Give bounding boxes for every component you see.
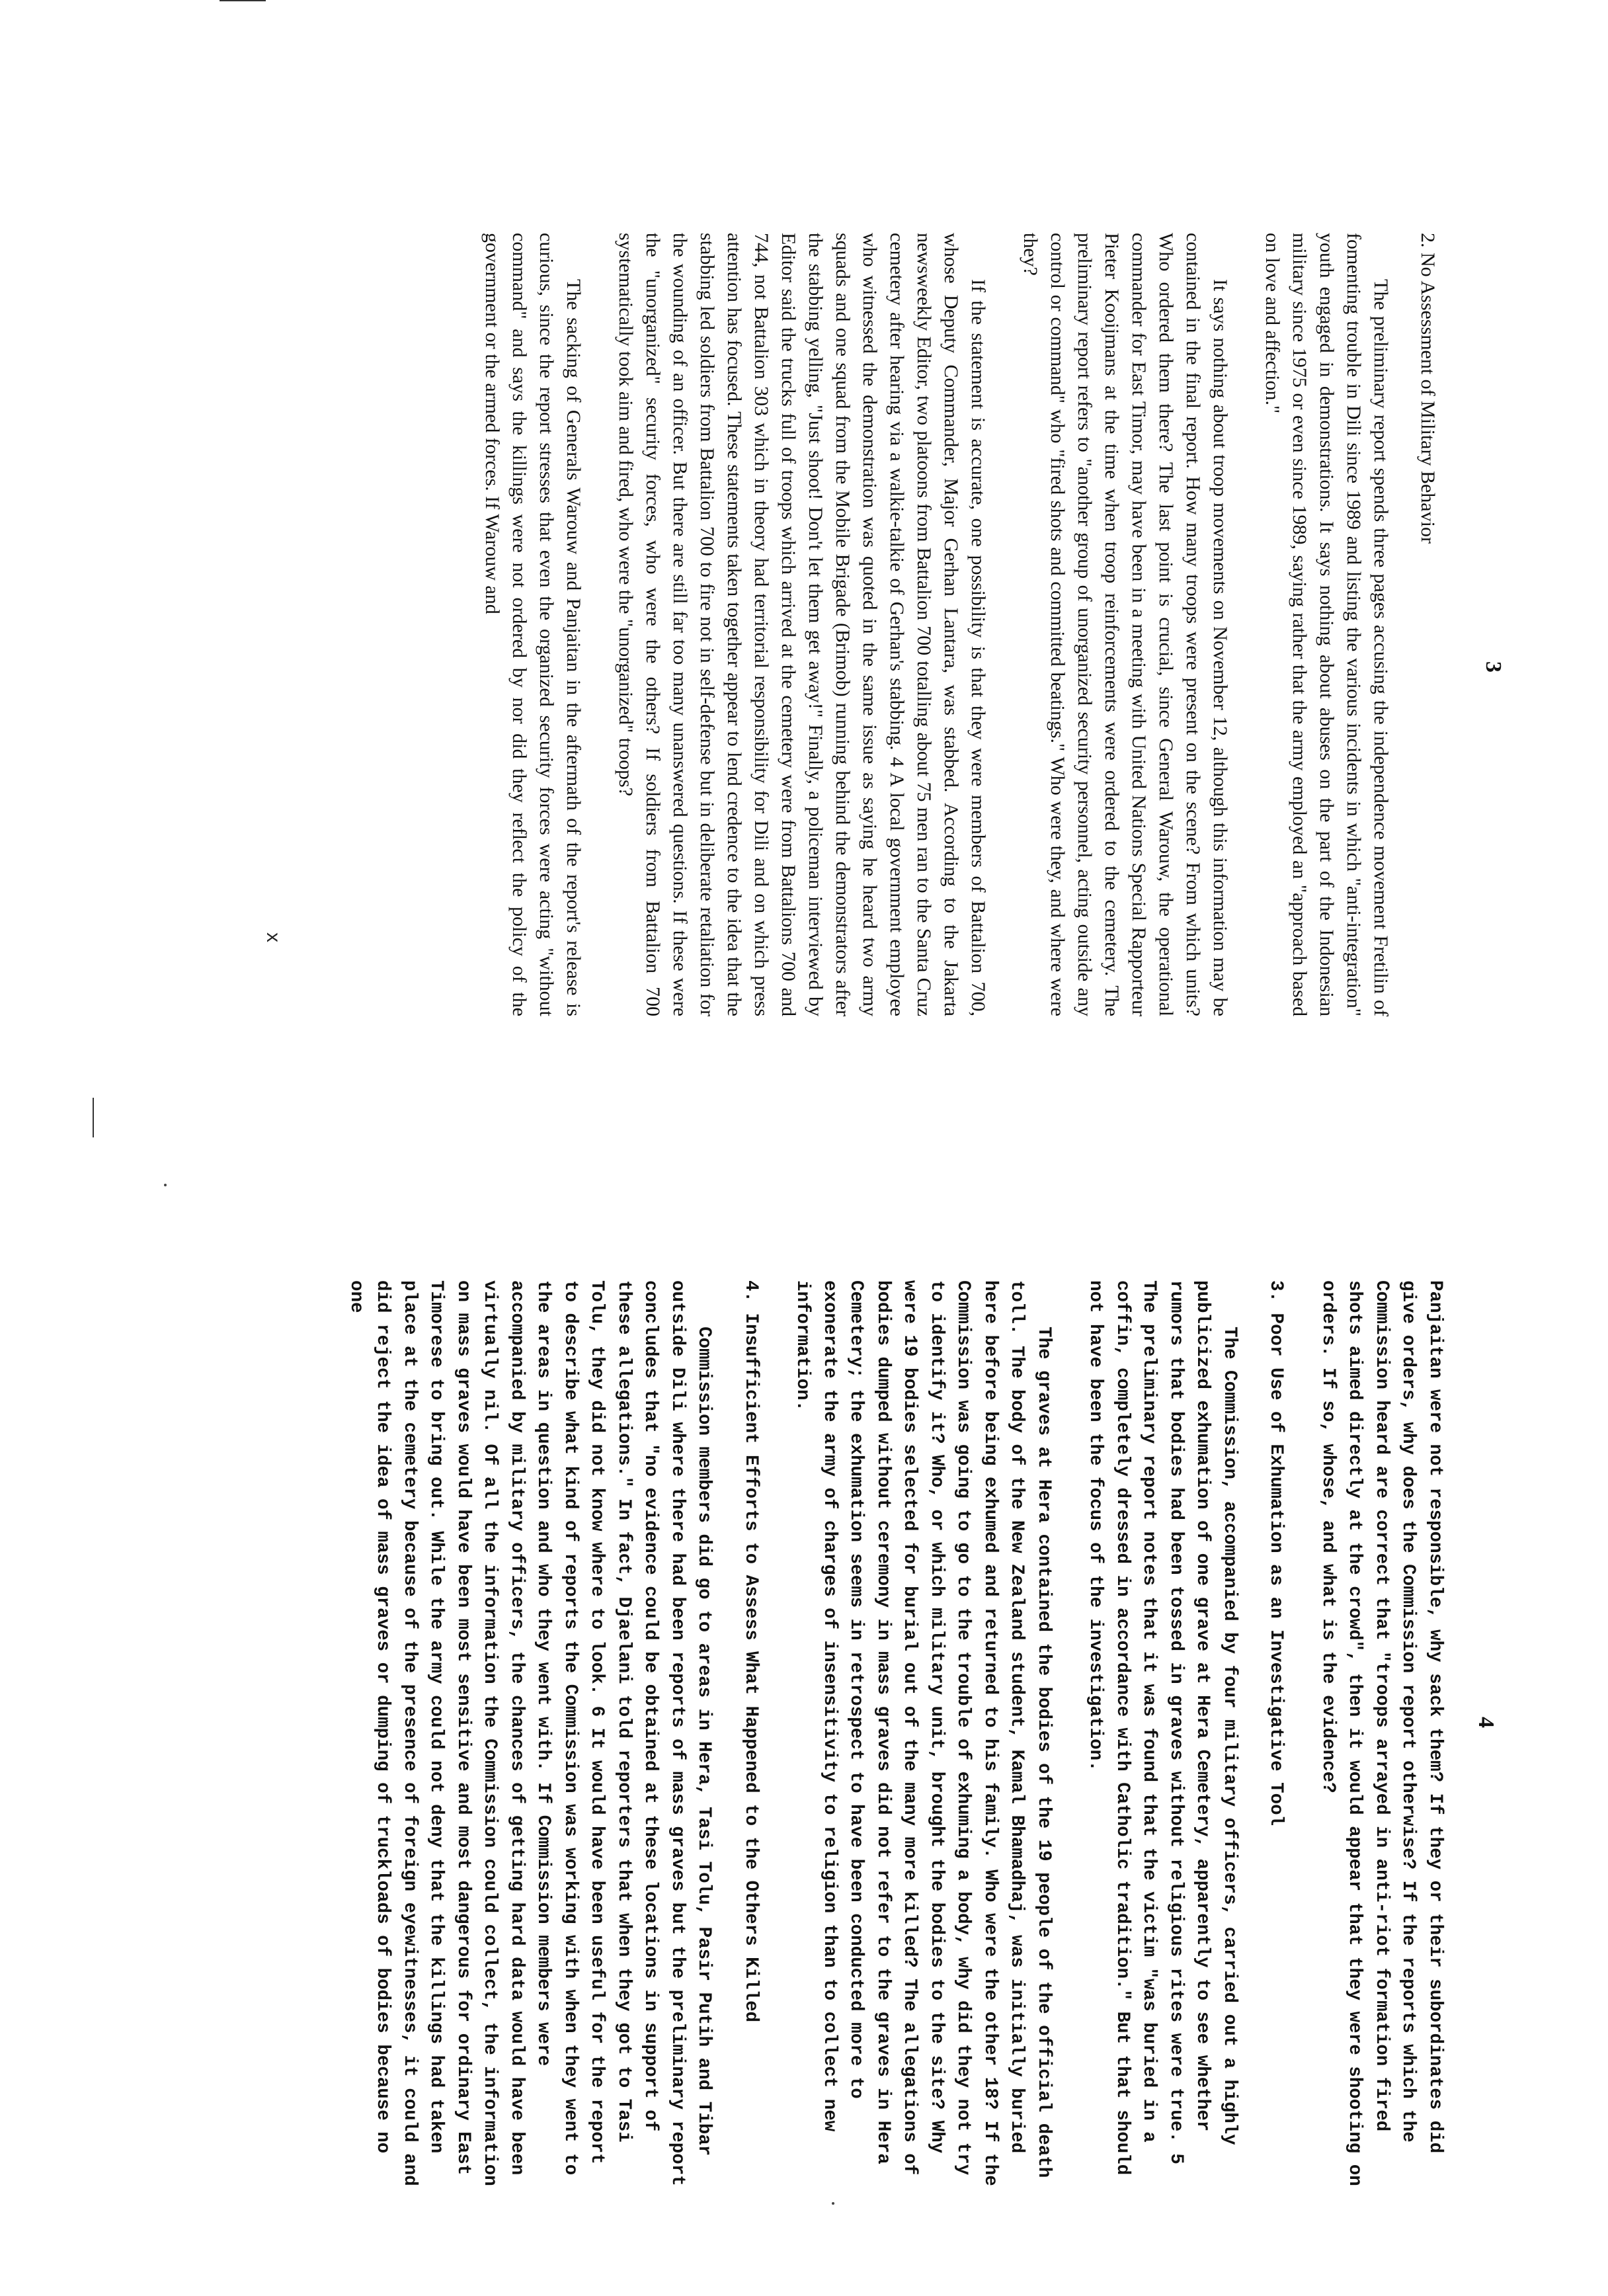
page-4-body bbox=[317, 1280, 1449, 2193]
page-number: 4 bbox=[1474, 1717, 1498, 1728]
paragraph: The Commission, accompanied by four military officers, carried out a highly publicized exhumation of one grave at Hera Cemetery, apparently to see whether rumors that bodies had been tossed in graves without religious rites were true. 5 The preliminary report notes that it was found that the victim "was buried in a coffin, completely dressed in accordance with Catholic tradition." But that should not have been the focus of the investigation. bbox=[1085, 1280, 1240, 2176]
paragraph: It says nothing about troop movements on November 12, although this information may be contained in the final report. How many troops were present on the scene? From which units? Who ordered them there? The last point is crucial, since General Warouw, the operational commander for East Timor, may have been in a meeting with United Nations Special Rapporteur Pieter Kooijmans at the time when troop reinforcements were ordered to the cemetery. The preliminary report refers to "another group of unorganized security personnel, acting outside any control or command" who "fired shots and committed beatings." Who were they, and where were they? bbox=[1020, 233, 1231, 1016]
section-heading: 4. Insufficient Efforts to Assess What Happened to the Others Killed bbox=[741, 1280, 761, 2023]
paragraph: The sacking of Generals Warouw and Panjaitan in the aftermath of the report's release is curious, since the report stresses that even the organized security forces were acting "without command" and says the killings were not ordered by nor did they reflect the policy of the government or the armed forces. If Warouw and bbox=[481, 233, 584, 1016]
page-4 bbox=[0, 1148, 1608, 2296]
paragraph: The graves at Hera contained the bodies of the 19 people of the official death toll. The body of the New Zealand student, Kamal Bhamadhaj, was initially buried here before being exhumed and returned to his family. Who were the other 18? If the Commission was going to go to the trouble of exhuming a body, why did they not try to identify it? Who, or which military unit, brought the bodies to the site? Why were 19 bodies selected for burial out of the many more killed? The allegations of bodies dumped without ceremony in mass graves did not refer to the graves in Hera Cemetery; the exhumation seems in retrospect to have been conducted more to exonerate the army of charges of insensitivity to religion than to collect new information. bbox=[792, 1280, 1054, 2186]
scan-artifact bbox=[832, 2202, 834, 2205]
paragraph: If the statement is accurate, one possibility is that they were members of Battalion 700, whose Deputy Commander, Major Gerhan Lantara, was stabbed. According to the Jakarta newsweekly Editor, two platoons from Battalion 700 totalling about 75 men ran to the Santa Cruz cemetery after hearing via a walkie-talkie of Gerhan's stabbing. 4 A local government employee who witnessed the demonstration was quoted in the same issue as saying he heard two army squads and one squad from the Mobile Brigade (Brimob) running behind the demonstrators after the stabbing yelling, "Just shoot! Don't let them get away!" Finally, a policeman interviewed by Editor said the trucks full of troops which arrived at the cemetery were from Battalions 700 and 744, not Battalion 303 which in theory had territorial responsibility for Dili and on which press attention has focused. These statements taken together appear to lend credence to the idea that the stabbing led soldiers from Battalion 700 to fire not in self-defense but in deliberate retaliation for the wounding of an officer. But there are still far too many unanswered questions. If these were the "unorganized" security forces, who were the others? If soldiers from Battalion 700 systematically took aim and fired, who were the "unorganized" troops? bbox=[615, 233, 989, 1016]
paragraph: Commission members did go to areas in Hera, Tasi Tolu, Pasir Putih and Tibar outside Dili where there had been reports of mass graves but the preliminary report concludes that "no evidence could be obtained at these locations in support of these allegations." In fact, Djaelani told reporters that when they got to Tasi Tolu, they did not know where to look. 6 It would have been useful for the report to describe what kind of reports the Commission was working with when they went to the areas in question and who they went with. If Commission members were accompanied by military officers, the chances of getting hard data would have been virtually nil. Of all the information the Commission could collect, the information on mass graves would have been most sensitive and most dangerous for ordinary East Timorese to bring out. While the army could not deny that the killings had taken place at the cemetery because of the presence of foreign eyewitnesses, it could and did reject the idea of mass graves or dumping of truckloads of bodies because no one bbox=[346, 1280, 715, 2186]
scan-artifact bbox=[220, 0, 266, 1]
section-heading: 3. Poor Use of Exhumation as an Investigative Tool bbox=[1266, 1280, 1287, 1826]
scan-artifact bbox=[93, 1098, 94, 1137]
section-heading: 2. No Assessment of Military Behavior bbox=[1417, 233, 1439, 544]
paragraph: The preliminary report spends three pages accusing the independence movement Fretilin of fomenting trouble in Dili since 1989 and listing the various incidents in which "anti-integration" youth engaged in demonstrations. It says nothing about abuses on the part of the Indonesian military since 1975 or even since 1989, saying rather that the army employed an "approach based on love and affection." bbox=[1262, 233, 1392, 1016]
paragraph: Panjaitan were not responsible, why sack them? If they or their subordinates did give orders, why does the Commission report otherwise? If the reports which the Commission heard are correct that "troops arrayed in anti-riot formation fired shots aimed directly at the crowd", then it would appear that they were shooting on orders. If so, whose, and what is the evidence? bbox=[1318, 1280, 1445, 2186]
page-number: 3 bbox=[1481, 661, 1506, 673]
margin-mark: x bbox=[262, 932, 284, 942]
page-3-body bbox=[454, 233, 1441, 1016]
scan-artifact bbox=[164, 1184, 167, 1186]
